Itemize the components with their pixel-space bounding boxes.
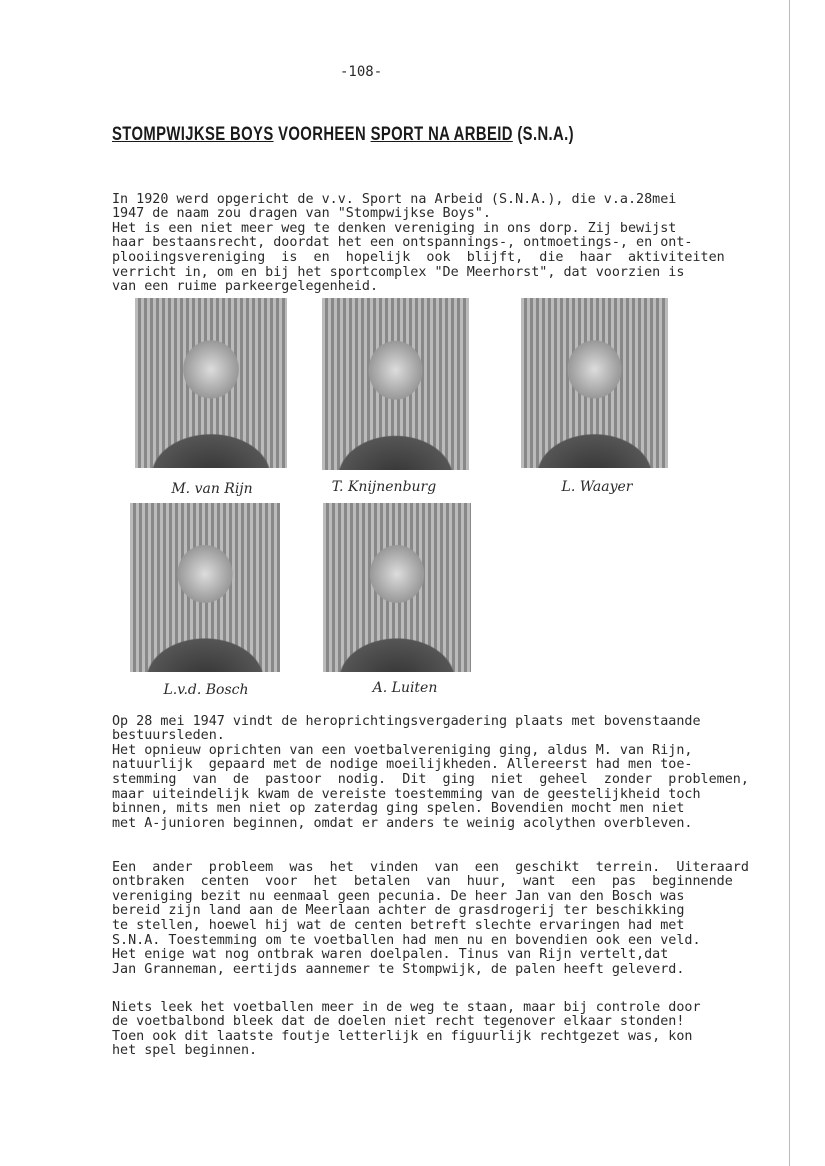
text-line: natuurlijk gepaard met de nodige moeilijkheden. Allereerst had men toe- xyxy=(112,757,693,773)
portrait-photo xyxy=(135,298,287,468)
text-line: bereid zijn land aan de Meerlaan achter de grasdrogerij ter beschikking xyxy=(112,903,685,919)
photo-caption: L.v.d. Bosch xyxy=(163,682,249,698)
paragraph xyxy=(112,700,749,846)
photo-caption: T. Knijnenburg xyxy=(331,479,437,495)
portrait-photo xyxy=(130,503,280,672)
intro-paragraph xyxy=(112,178,725,309)
text-line: Jan Granneman, eertijds aannemer te Stompwijk, de palen heeft geleverd. xyxy=(112,961,685,977)
photo-caption: M. van Rijn xyxy=(171,481,253,497)
text-line: verricht in, om en bij het sportcomplex "De Meerhorst", dat voorzien is xyxy=(112,264,685,280)
text-line: ontbraken centen voor het betalen van huur, want een pas beginnende xyxy=(112,874,733,890)
portrait-photo xyxy=(322,298,469,470)
title-part: VOORHEEN xyxy=(273,124,371,145)
portrait-photo xyxy=(521,298,668,468)
text-line: plooiingsvereniging is en hopelijk ook blijft, die haar aktiviteiten xyxy=(112,249,725,265)
text-line: Het opnieuw oprichten van een voetbalvereniging ging, aldus M. van Rijn, xyxy=(112,742,693,758)
text-line: maar uiteindelijk kwam de vereiste toestemming van de geestelijkheid toch xyxy=(112,786,701,802)
text-line: vereniging bezit nu eenmaal geen pecunia. De heer Jan van den Bosch was xyxy=(112,888,685,904)
text-line: haar bestaansrecht, doordat het een ontspannings-, ontmoetings-, en ont- xyxy=(112,235,693,251)
title-part: STOMPWIJKSE BOYS xyxy=(112,124,274,145)
paragraph xyxy=(112,846,749,992)
photo-caption: L. Waayer xyxy=(561,479,633,495)
paragraph xyxy=(112,986,701,1074)
text-line: Het enige wat nog ontbrak waren doelpalen. Tinus van Rijn vertelt,dat xyxy=(112,947,669,963)
title-part: SPORT NA ARBEID xyxy=(370,124,513,145)
text-line: Het is een niet meer weg te denken vereniging in ons dorp. Zij bewijst xyxy=(112,220,677,236)
text-line: stemming van de pastoor nodig. Dit ging niet geheel zonder problemen, xyxy=(112,771,749,787)
text-line: S.N.A. Toestemming om te voetballen had men nu en bovendien ook een veld. xyxy=(112,932,701,948)
text-line: het spel beginnen. xyxy=(112,1043,258,1059)
text-line: binnen, mits men niet op zaterdag ging spelen. Bovendien mocht men niet xyxy=(112,801,685,817)
text-line: de voetbalbond bleek dat de doelen niet recht tegenover elkaar stonden! xyxy=(112,1014,685,1030)
text-line: bestuursleden. xyxy=(112,728,225,744)
text-line: Niets leek het voetballen meer in de weg te staan, maar bij controle door xyxy=(112,999,701,1015)
text-line: Een ander probleem was het vinden van een geschikt terrein. Uiteraard xyxy=(112,859,749,875)
page-title xyxy=(112,124,574,146)
page-number: -108- xyxy=(340,64,383,80)
portrait-photo xyxy=(323,503,471,672)
text-line: te stellen, hoewel hij wat de centen betreft slechte ervaringen had met xyxy=(112,917,685,933)
text-line: Toen ook dit laatste foutje letterlijk en figuurlijk rechtgezet was, kon xyxy=(112,1028,693,1044)
photo-caption: A. Luiten xyxy=(372,680,438,696)
text-line: 1947 de naam zou dragen van "Stompwijkse Boys". xyxy=(112,206,491,222)
text-line: Op 28 mei 1947 vindt de heroprichtingsvergadering plaats met bovenstaande xyxy=(112,713,701,729)
scan-edge xyxy=(789,0,790,1166)
text-line: met A-junioren beginnen, omdat er anders te weinig acolythen overbleven. xyxy=(112,815,693,831)
text-line: van een ruime parkeergelegenheid. xyxy=(112,279,379,295)
text-line: In 1920 werd opgericht de v.v. Sport na Arbeid (S.N.A.), die v.a.28mei xyxy=(112,191,677,207)
title-part: (S.N.A.) xyxy=(512,124,574,145)
